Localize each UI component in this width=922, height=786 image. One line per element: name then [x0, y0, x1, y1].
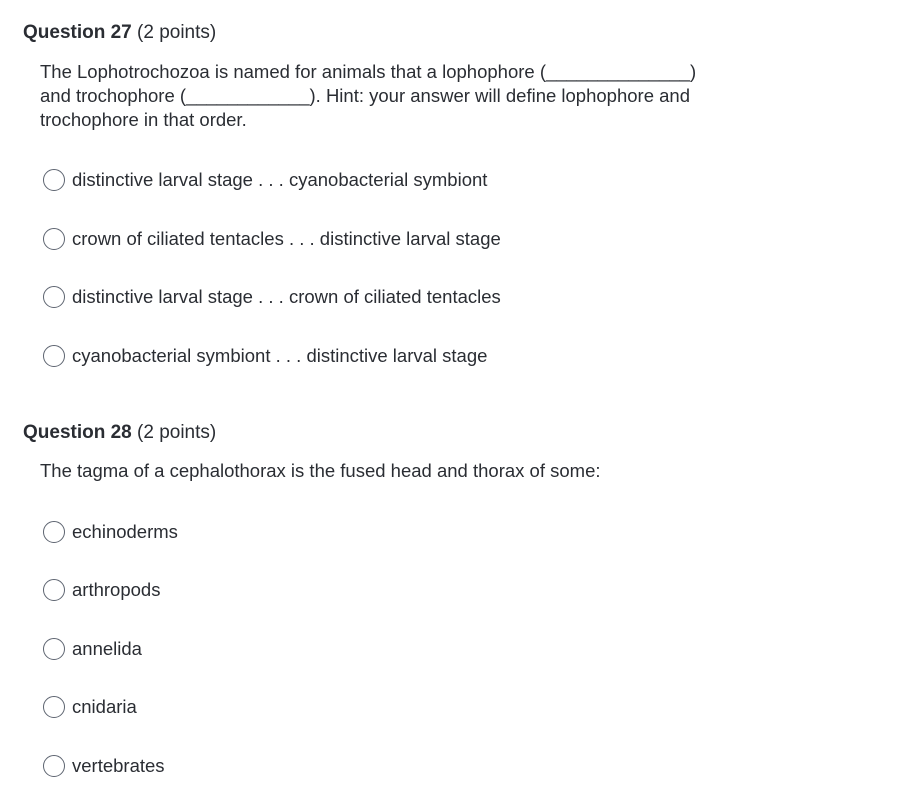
answer-option[interactable]: [43, 577, 160, 603]
answer-option[interactable]: [43, 284, 501, 310]
answer-option-label: cyanobacterial symbiont . . . distinctive larval stage: [72, 345, 488, 366]
question-text: [40, 459, 893, 483]
answer-option-label: distinctive larval stage . . . crown of ciliated tentacles: [72, 286, 501, 307]
answer-option[interactable]: [43, 519, 178, 545]
answer-option[interactable]: [43, 753, 165, 779]
question-text-line: The Lophotrochozoa is named for animals that a lophophore (______________): [40, 61, 697, 82]
question-header: [23, 421, 893, 445]
question-28: [23, 421, 893, 483]
question-text: [40, 60, 893, 132]
question-header: [23, 21, 893, 45]
question-text-line: trochophore in that order.: [40, 109, 247, 130]
answer-option-label: echinoderms: [72, 521, 178, 542]
answer-option[interactable]: [43, 694, 137, 720]
question-text-line: The tagma of a cephalothorax is the fused head and thorax of some:: [40, 460, 601, 481]
answer-option-label: vertebrates: [72, 755, 165, 776]
answer-option[interactable]: [43, 167, 487, 193]
question-text-line: and trochophore (____________). Hint: your answer will define lophophore and: [40, 85, 690, 106]
radio-unselected-icon[interactable]: [43, 638, 65, 660]
answer-option-label: crown of ciliated tentacles . . . distinctive larval stage: [72, 228, 501, 249]
answer-option[interactable]: [43, 636, 142, 662]
question-points: (2 points): [137, 22, 217, 43]
answer-option-label: distinctive larval stage . . . cyanobacterial symbiont: [72, 169, 488, 190]
answer-option-label: annelida: [72, 638, 142, 659]
radio-unselected-icon[interactable]: [43, 579, 65, 601]
answer-option-label: arthropods: [72, 579, 161, 600]
radio-unselected-icon[interactable]: [43, 228, 65, 250]
question-title: Question 28: [23, 422, 132, 443]
radio-unselected-icon[interactable]: [43, 345, 65, 367]
radio-unselected-icon[interactable]: [43, 521, 65, 543]
question-title: Question 27: [23, 22, 132, 43]
answer-option-label: cnidaria: [72, 696, 137, 717]
answer-option[interactable]: [43, 343, 487, 369]
radio-unselected-icon[interactable]: [43, 755, 65, 777]
answer-option[interactable]: [43, 226, 501, 252]
question-27: [23, 21, 893, 132]
radio-unselected-icon[interactable]: [43, 169, 65, 191]
radio-unselected-icon[interactable]: [43, 696, 65, 718]
radio-unselected-icon[interactable]: [43, 286, 65, 308]
question-points: (2 points): [137, 422, 217, 443]
